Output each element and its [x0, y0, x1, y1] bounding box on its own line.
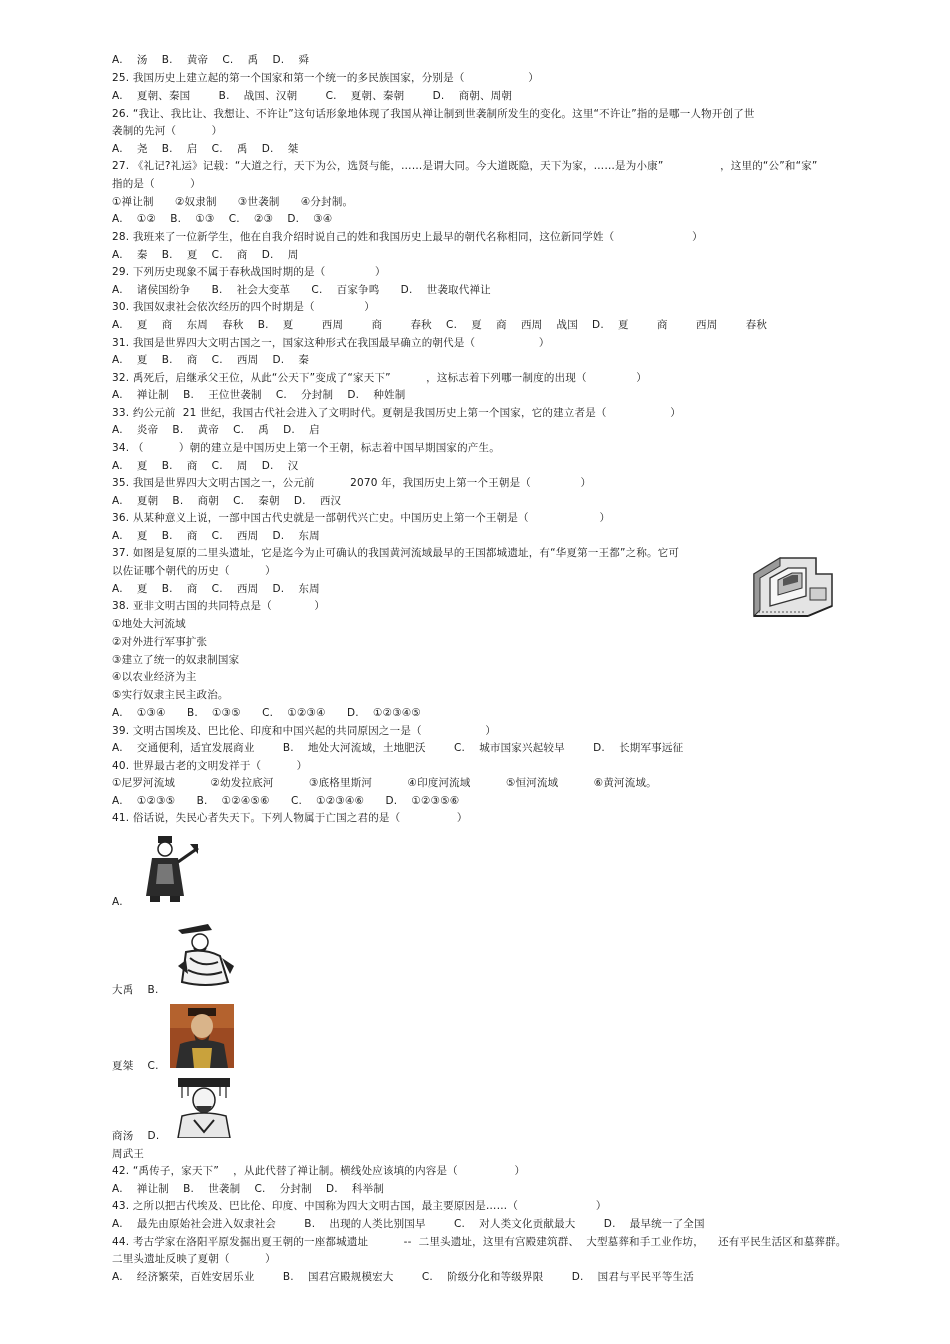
- answer-options-q40: A. ①②③⑤ B. ①②④⑤⑥ C. ①②③④⑥ D. ①②③⑤⑥: [112, 795, 460, 807]
- question-43: 43. 之所以把古代埃及、巴比伦、印度、中国称为四大文明古国，最主要原因是……（ ）: [112, 1200, 607, 1212]
- answer-options-q33: A. 炎帝 B. 黄帝 C. 禹 D. 启: [112, 424, 320, 436]
- answer-options-q27: A. ①② B. ①③ C. ②③ D. ③④: [112, 213, 333, 225]
- answer-options-q26: A. 尧 B. 启 C. 禹 D. 桀: [112, 143, 299, 155]
- figure-dayu-image: [140, 834, 200, 904]
- answer-options-q30: A. 夏 商 东周 春秋 B. 夏 西周 商 春秋 C. 夏 商 西周 战国 D. 夏 商 西周 春秋: [112, 319, 768, 331]
- question-38-item-4: ④以农业经济为主: [112, 671, 197, 683]
- question-33: 33. 约公元前 21 世纪，我国古代社会进入了文明时代。夏朝是我国历史上第一个国家，它的建立者是（ ）: [112, 407, 681, 419]
- question-38-item-2: ②对外进行军事扩张: [112, 636, 208, 648]
- question-37-cont: 以佐证哪个朝代的历史（ ）: [112, 565, 276, 577]
- answer-options-q36: A. 夏 B. 商 C. 西周 D. 东周: [112, 530, 320, 542]
- answer-options-q31: A. 夏 B. 商 C. 西周 D. 秦: [112, 354, 310, 366]
- question-27: 27. 《礼记?礼运》记载：“大道之行，天下为公，选贤与能，……是谓大同。今大道既隐，天下为家，……是为小康” ，这里的“公”和“家”: [112, 160, 818, 172]
- question-34: 34. （ ）朝的建立是中国历史上第一个王朝，标志着中国早期国家的产生。: [112, 442, 500, 454]
- answer-options-q38: A. ①③④ B. ①③⑤ C. ①②③④ D. ①②③④⑤: [112, 707, 422, 719]
- question-32: 32. 禹死后，启继承父王位，从此“公天下”变成了“家天下” ，这标志着下列哪一制度的出现（ ）: [112, 372, 647, 384]
- erlitou-site-image: [750, 548, 836, 620]
- answer-options-q32: A. 禅让制 B. 王位世袭制 C. 分封制 D. 种姓制: [112, 389, 406, 401]
- option-d-name: 周武王: [112, 1148, 145, 1160]
- answer-options-q29: A. 诸侯国纷争 B. 社会大变革 C. 百家争鸣 D. 世袭取代禅让: [112, 284, 491, 296]
- figure-xiajie-image: [172, 922, 238, 990]
- question-31: 31. 我国是世界四大文明古国之一，国家这种形式在我国最早确立的朝代是（ ）: [112, 337, 550, 349]
- answer-options-q39: A. 交通便利，适宜发展商业 B. 地处大河流域，土地肥沃 C. 城市国家兴起较早 D. 长期军事远征: [112, 742, 684, 754]
- question-27-cont: 指的是（ ）: [112, 178, 201, 190]
- question-30: 30. 我国奴隶社会依次经历的四个时期是（ ）: [112, 301, 375, 313]
- question-29: 29. 下列历史现象不属于春秋战国时期的是（ ）: [112, 266, 386, 278]
- option-a-name-and-b-label: 大禹 B.: [112, 984, 159, 996]
- question-37: 37. 如图是复原的二里头遗址，它是迄今为止可确认的我国黄河流域最早的王国都城遗址，有“华夏第一王都”之称。它可: [112, 547, 680, 559]
- question-38: 38. 亚非文明古国的共同特点是（ ）: [112, 600, 326, 612]
- answer-options-q25: A. 夏朝、秦国 B. 战国、汉朝 C. 夏朝、秦朝 D. 商朝、周朝: [112, 90, 513, 102]
- question-38-item-1: ①地处大河流域: [112, 618, 186, 630]
- question-40: 40. 世界最古老的文明发祥于（ ）: [112, 760, 308, 772]
- question-38-item-3: ③建立了统一的奴隶制国家: [112, 654, 240, 666]
- question-42: 42. “禹传子，家天下” ，从此代替了禅让制。横线处应该填的内容是（ ）: [112, 1165, 526, 1177]
- question-27-items: ①禅让制 ②奴隶制 ③世袭制 ④分封制。: [112, 196, 354, 208]
- question-25: 25. 我国历史上建立起的第一个国家和第一个统一的多民族国家，分别是（ ）: [112, 72, 539, 84]
- question-39: 39. 文明古国埃及、巴比伦、印度和中国兴起的共同原因之一是（ ）: [112, 725, 497, 737]
- answer-options-q34: A. 夏 B. 商 C. 周 D. 汉: [112, 460, 299, 472]
- option-a-label: A.: [112, 896, 123, 908]
- answer-options-q42: A. 禅让制 B. 世袭制 C. 分封制 D. 科举制: [112, 1183, 385, 1195]
- option-c-name-and-d-label: 商汤 D.: [112, 1130, 160, 1142]
- question-38-item-5: ⑤实行奴隶主民主政治。: [112, 689, 229, 701]
- answer-options-q28: A. 秦 B. 夏 C. 商 D. 周: [112, 249, 299, 261]
- option-b-name-and-c-label: 夏桀 C.: [112, 1060, 159, 1072]
- answer-options-q43: A. 最先由原始社会进入奴隶社会 B. 出现的人类比别国早 C. 对人类文化贡献最大 D. 最早统一了全国: [112, 1218, 705, 1230]
- question-35: 35. 我国是世界四大文明古国之一，公元前 2070 年，我国历史上第一个王朝是（ ）: [112, 477, 592, 489]
- question-26: 26. “我让、我比让、我想让、不许让”这句话形象地体现了我国从禅让制到世袭制所发生的变化。这里“不许让”指的是哪一人物开创了世: [112, 108, 755, 120]
- answer-options-q24: A. 汤 B. 黄帝 C. 禹 D. 舜: [112, 54, 310, 66]
- question-26-cont: 袭制的先河（ ）: [112, 125, 223, 137]
- figure-zhouwuwang-image: [174, 1076, 234, 1138]
- question-28: 28. 我班来了一位新学生，他在自我介绍时说自己的姓和我国历史上最早的朝代名称相同，这位新同学姓（ ）: [112, 231, 703, 243]
- answer-options-q37: A. 夏 B. 商 C. 西周 D. 东周: [112, 583, 320, 595]
- question-44-cont: 二里头遗址反映了夏朝（ ）: [112, 1253, 276, 1265]
- figure-shangtang-image: [170, 1004, 234, 1068]
- question-41: 41. 俗话说，失民心者失天下。下列人物属于亡国之君的是（ ）: [112, 812, 468, 824]
- question-44: 44. 考古学家在洛阳平原发掘出夏王朝的一座都城遗址 -- 二里头遗址，这里有宫殿建筑群、 大型墓葬和手工业作坊， 还有平民生活区和墓葬群。: [112, 1236, 847, 1248]
- question-36: 36. 从某种意义上说，一部中国古代史就是一部朝代兴亡史。中国历史上第一个王朝是（ ）: [112, 512, 611, 524]
- answer-options-q35: A. 夏朝 B. 商朝 C. 秦朝 D. 西汉: [112, 495, 342, 507]
- answer-options-q44: A. 经济繁荣，百姓安居乐业 B. 国君宫殿规模宏大 C. 阶级分化和等级界限 D. 国君与平民平等生活: [112, 1271, 694, 1283]
- question-40-items: ①尼罗河流域 ②幼发拉底河 ③底格里斯河 ④印度河流域 ⑤恒河流域 ⑥黄河流域。: [112, 777, 657, 789]
